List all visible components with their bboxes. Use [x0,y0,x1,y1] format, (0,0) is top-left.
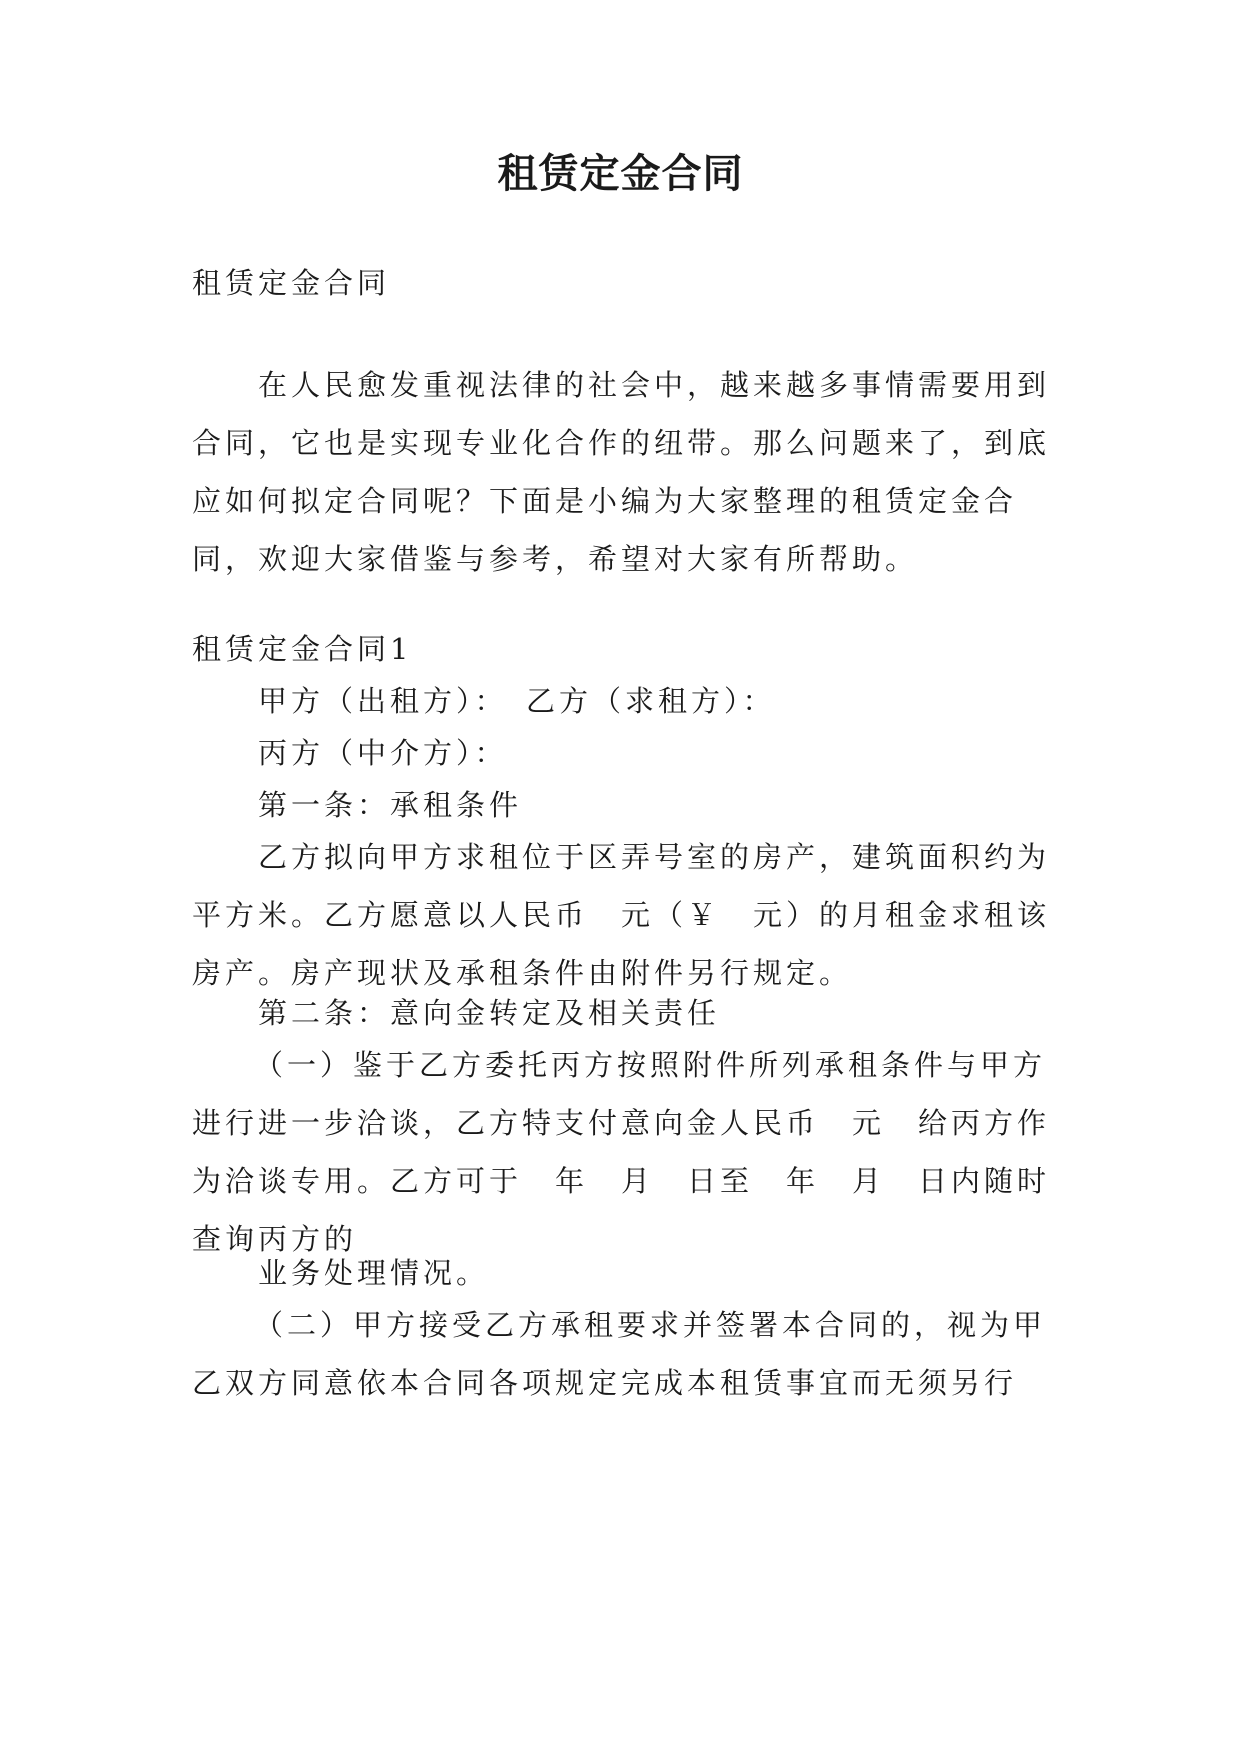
document-title: 租赁定金合同 [497,150,744,197]
article-2-item-1-continued: 业务处理情况。 [258,1256,490,1290]
article-2-item-1: （一）鉴于乙方委托丙方按照附件所列承租条件与甲方进行进一步洽谈，乙方特支付意向金人民币 元 给丙方作为洽谈专用。乙方可于 年 月 日至 年 月 日内随时查询丙方的 [192,1048,1051,1256]
article-1-body: 乙方拟向甲方求租位于区弄号室的房产，建筑面积约为平方米。乙方愿意以人民币 元（￥ 元）的月租金求租该房产。房产现状及承租条件由附件另行规定。 [192,840,1051,990]
article-1-title: 第一条：承租条件 [258,788,523,822]
party-c-line: 丙方（中介方）： [258,736,508,770]
section-heading: 租赁定金合同1 [192,632,413,666]
party-ab-line: 甲方（出租方）： 乙方（求租方）： [258,684,776,718]
document-subtitle: 租赁定金合同 [192,266,391,300]
article-2-title: 第二条：意向金转定及相关责任 [258,996,721,1030]
article-2-item-2: （二）甲方接受乙方承租要求并签署本合同的，视为甲乙双方同意依本合同各项规定完成本租赁事宜而无须另行 [192,1308,1047,1400]
intro-paragraph: 在人民愈发重视法律的社会中，越来越多事情需要用到合同，它也是实现专业化合作的纽带。那么问题来了，到底应如何拟定合同呢？下面是小编为大家整理的租赁定金合同，欢迎大家借鉴与参考，希望对大家有所帮助。 [192,368,1051,576]
